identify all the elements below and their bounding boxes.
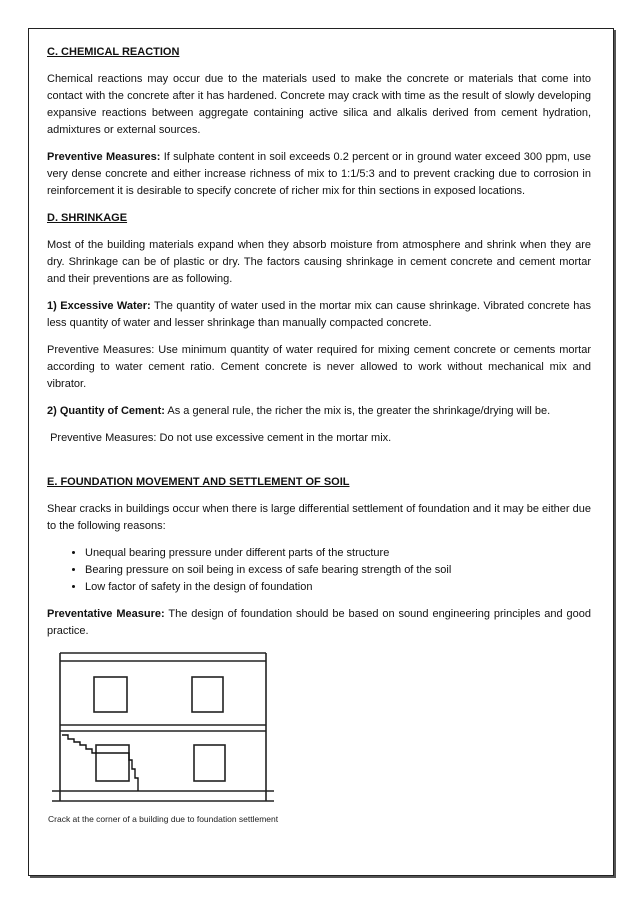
- preventive-text: If sulphate content in soil exceeds 0.2 percent or in ground water exceed 300 ppm, use very dense concrete and either increase richness of mix to 1:1/5:3 and to prevent cracking due to corrosion in reinforcement it is desirable to specify concrete of richer mix for thin sections in exposed locations.: [47, 151, 591, 197]
- preventive-label: Preventive Measures:: [47, 151, 161, 163]
- chemical-reaction-paragraph: Chemical reactions may occur due to the materials used to make the concrete or materials that come into contact with the concrete after it has hardened. Concrete may crack with time as the result of slowly developing expansive reactions between aggregate containing active silica and alkalis derived from cement hydration, admixtures or external sources.: [47, 73, 591, 136]
- window-upper-right: [192, 677, 223, 712]
- settlement-crack: [62, 735, 138, 791]
- excessive-water-paragraph: [47, 298, 591, 332]
- spacer: [47, 457, 591, 474]
- list-item: • Bearing pressure on soil being in excess of safe bearing strength of the soil: [85, 562, 591, 579]
- foundation-preventive-paragraph: [47, 606, 591, 640]
- document-body: [47, 44, 591, 650]
- building-crack-diagram: [44, 645, 294, 825]
- window-lower-left: [96, 745, 129, 781]
- shrinkage-paragraph: Most of the building materials expand when they absorb moisture from atmosphere and shrink when they are dry. Shrinkage can be of plastic or dry. The factors causing shrinkage in cement concrete and cement mortar and their preventions are as following.: [47, 239, 591, 285]
- section-heading-chemical-reaction: C. CHEMICAL REACTION: [47, 46, 180, 58]
- figure-caption: Crack at the corner of a building due to foundation settlement: [48, 814, 279, 824]
- water-preventive-paragraph: Preventive Measures: Use minimum quantity of water required for mixing cement concrete or cements mortar according to water cement ratio. Cement concrete is never allowed to work without mechanical mix and vibrator.: [47, 344, 591, 390]
- section-heading-shrinkage: D. SHRINKAGE: [47, 212, 128, 224]
- excessive-water-label: 1) Excessive Water:: [47, 300, 151, 312]
- preventative-label: Preventative Measure:: [47, 608, 165, 620]
- window-lower-right: [194, 745, 225, 781]
- excessive-water-text: The quantity of water used in the mortar mix can cause shrinkage. Vibrated concrete has less quantity of water and lesser shrinkage than manually compacted concrete.: [47, 300, 591, 329]
- preventative-text: The design of foundation should be based on sound engineering principles and good practice.: [47, 608, 592, 637]
- cement-preventive-paragraph: Preventive Measures: Do not use excessive cement in the mortar mix.: [47, 432, 392, 444]
- foundation-paragraph: Shear cracks in buildings occur when there is large differential settlement of foundation and it may be either due to the following reasons:: [47, 503, 591, 532]
- cement-quantity-text: As a general rule, the richer the mix is, the greater the shrinkage/drying will be.: [164, 405, 551, 417]
- list-item: • Unequal bearing pressure under different parts of the structure: [85, 545, 591, 562]
- section-heading-foundation: E. FOUNDATION MOVEMENT AND SETTLEMENT OF SOIL: [47, 476, 350, 488]
- list-item: • Low factor of safety in the design of foundation: [85, 579, 591, 596]
- foundation-reasons-list: [47, 545, 591, 596]
- cement-quantity-label: 2) Quantity of Cement:: [47, 405, 165, 417]
- cement-quantity-paragraph: [47, 403, 591, 420]
- window-upper-left: [94, 677, 127, 712]
- chemical-preventive-paragraph: [47, 149, 591, 200]
